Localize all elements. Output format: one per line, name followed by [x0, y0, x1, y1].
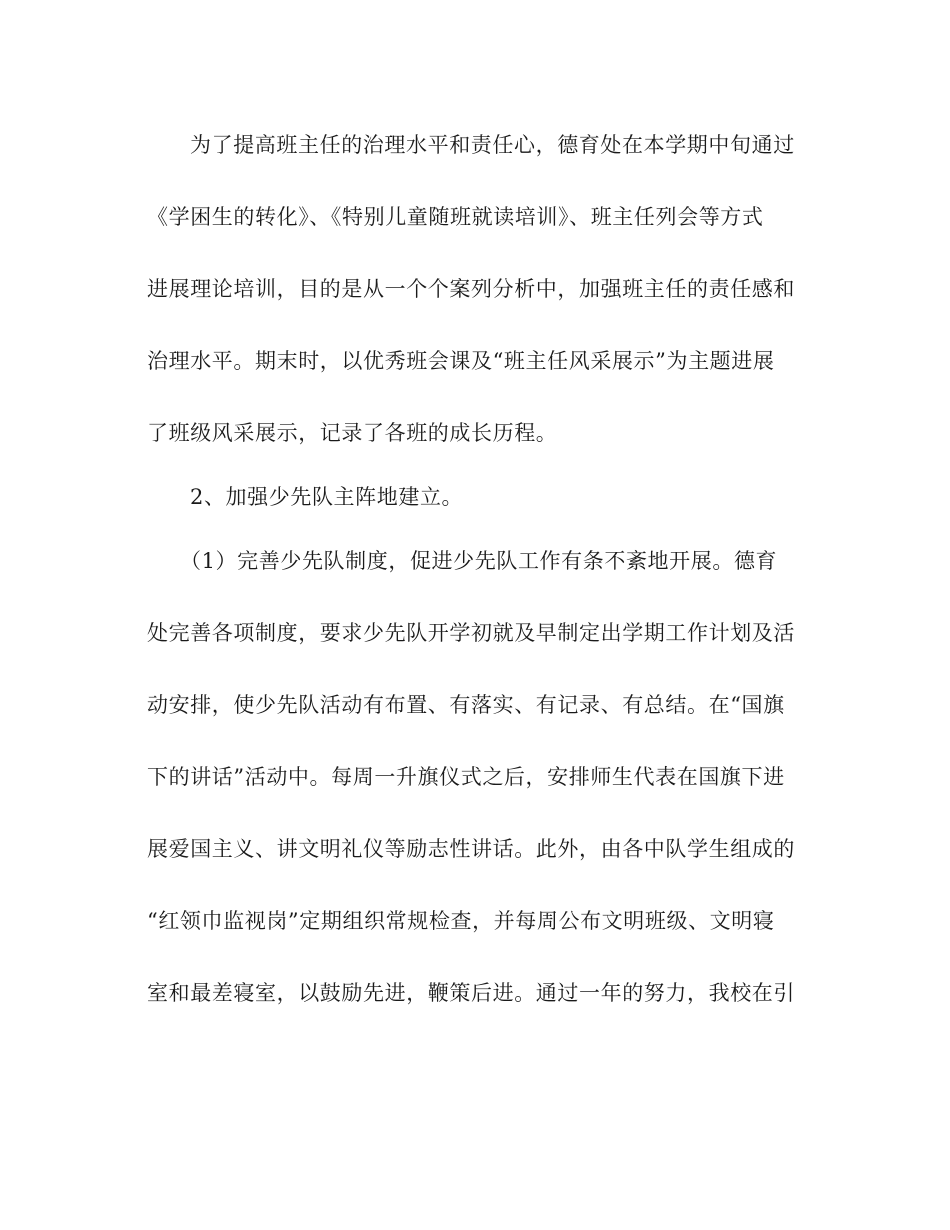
paragraph-line: 处完善各项制度，要求少先队开学初就及早制定出学期工作计划及活: [147, 621, 795, 645]
paragraph-line: （1）完善少先队制度，促进少先队工作有条不紊地开展。德育: [180, 549, 778, 573]
paragraph-line: 动安排，使少先队活动有布置、有落实、有记录、有总结。在“国旗: [147, 693, 785, 717]
section-heading: 2、加强少先队主阵地建立。: [190, 485, 464, 509]
paragraph-line: 《学困生的转化》、《特别儿童随班就读培训》、班主任列会等方式: [147, 205, 764, 229]
paragraph-line: 下的讲话”活动中。每周一升旗仪式之后，安排师生代表在国旗下进: [147, 765, 785, 789]
paragraph-line: 为了提高班主任的治理水平和责任心，德育处在本学期中旬通过: [190, 133, 795, 157]
paragraph-line: 室和最差寝室，以鼓励先进，鞭策后进。通过一年的努力，我校在引: [147, 981, 795, 1005]
paragraph-line: 展爱国主义、讲文明礼仪等励志性讲话。此外，由各中队学生组成的: [147, 837, 795, 861]
paragraph-line: 进展理论培训，目的是从一个个案列分析中，加强班主任的责任感和: [147, 277, 795, 301]
paragraph-line: 治理水平。期末时，以优秀班会课及“班主任风采展示”为主题进展: [147, 349, 775, 373]
paragraph-line: “红领巾监视岗”定期组织常规检查，并每周公布文明班级、文明寝: [147, 909, 775, 933]
paragraph-line: 了班级风采展示，记录了各班的成长历程。: [147, 421, 558, 445]
